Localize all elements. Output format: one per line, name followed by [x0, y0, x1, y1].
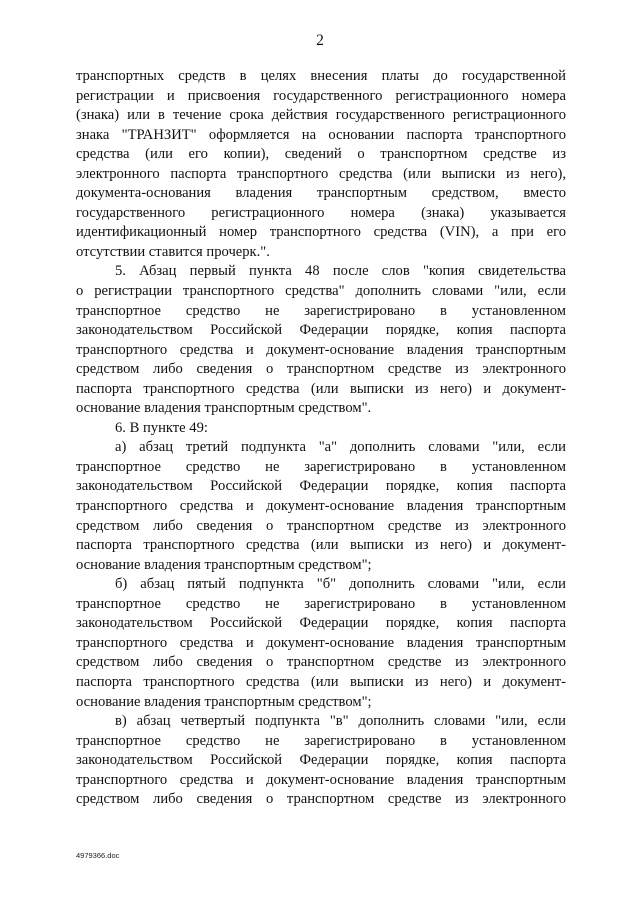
text-line: идентификационный номер транспортного средства (VIN), а при его [76, 224, 566, 241]
text-line: б) абзац пятый подпункта "б" дополнить словами "или, если [115, 576, 566, 593]
text-line: отсутствии ставится прочерк.". [76, 243, 270, 260]
text-line: законодательством Российской Федерации порядке, копия паспорта [76, 478, 566, 495]
text-line: средством либо сведения о транспортном средстве из электронного [76, 654, 566, 671]
text-line: законодательством Российской Федерации порядке, копия паспорта [76, 752, 566, 769]
text-line: транспортных средств в целях внесения платы до государственной [76, 68, 566, 84]
text-line: транспортного средства и документ-основание владения транспортным [76, 634, 566, 651]
text-line: законодательством Российской Федерации порядке, копия паспорта [76, 322, 566, 339]
text-line: документа-основания владения транспортным средством, вместо [76, 185, 566, 202]
text-line: средством либо сведения о транспортном средстве из электронного [76, 361, 566, 378]
text-line: основание владения транспортным средством"; [76, 693, 372, 710]
document-body [76, 67, 566, 810]
text-line: а) абзац третий подпункта "а" дополнить словами "или, если [115, 439, 566, 456]
text-line: (знака) или в течение срока действия государственного регистрационного [76, 107, 566, 124]
text-line: транспортное средство не зарегистрировано в установленном [76, 458, 566, 475]
text-line: транспортного средства и документ-основание владения транспортным [76, 498, 566, 515]
text-line: транспортное средство не зарегистрировано в установленном [76, 595, 566, 612]
text-line: государственного регистрационного номера (знака) указывается [76, 204, 566, 221]
text-line: транспортного средства и документ-основание владения транспортным [76, 771, 566, 788]
text-line: электронного паспорта транспортного средства (или выписки из него), [76, 165, 566, 182]
footer-doc-id: 4979366.doc [76, 851, 120, 860]
text-line: паспорта транспортного средства (или выписки из него) и документ- [76, 673, 566, 690]
text-line: основание владения транспортным средством"; [76, 556, 372, 573]
text-line: знака "ТРАНЗИТ" оформляется на основании паспорта транспортного [76, 126, 566, 143]
text-line: о регистрации транспортного средства" дополнить словами "или, если [76, 283, 566, 300]
text-line: транспортное средство не зарегистрировано в установленном [76, 732, 566, 749]
text-line: средством либо сведения о транспортном средстве из электронного [76, 791, 566, 808]
page-number: 2 [316, 32, 324, 49]
text-line: средством либо сведения о транспортном средстве из электронного [76, 517, 566, 534]
text-line: основание владения транспортным средством". [76, 400, 372, 417]
text-line: транспортного средства и документ-основание владения транспортным [76, 341, 566, 358]
text-line: в) абзац четвертый подпункта "в" дополнить словами "или, если [115, 713, 566, 730]
text-line: законодательством Российской Федерации порядке, копия паспорта [76, 615, 566, 632]
text-line: 6. В пункте 49: [115, 419, 208, 436]
text-line: 5. Абзац первый пункта 48 после слов "копия свидетельства [115, 263, 566, 280]
text-line: транспортное средство не зарегистрировано в установленном [76, 302, 566, 319]
text-line: паспорта транспортного средства (или выписки из него) и документ- [76, 537, 566, 554]
text-line: паспорта транспортного средства (или выписки из него) и документ- [76, 380, 566, 397]
text-line: средства (или его копии), сведений о транспортном средстве из [76, 146, 566, 163]
text-line: регистрации и присвоения государственного регистрационного номера [76, 87, 566, 104]
